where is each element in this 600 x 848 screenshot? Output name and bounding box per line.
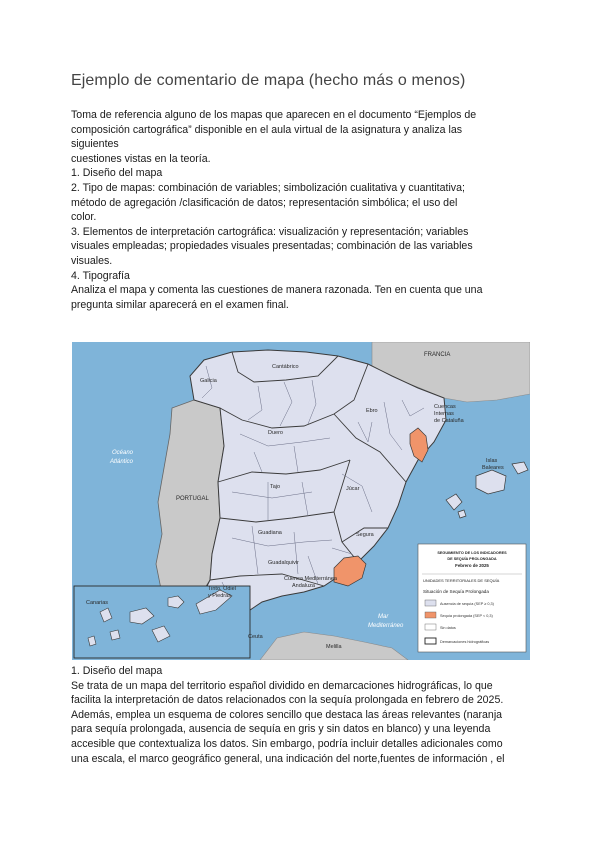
section-line: Además, emplea un esquema de colores sencillo que destaca las áreas relevantes (naranja xyxy=(71,708,503,721)
legend-item-no-data: Sin datos xyxy=(440,626,456,630)
label-cantabrico: Cantábrico xyxy=(272,364,299,370)
intro-line: siguientes xyxy=(71,138,119,151)
intro-line: método de agregación /clasificación de datos; representación simbólica; el uso del xyxy=(71,196,458,209)
document-title: Ejemplo de comentario de mapa (hecho más o menos) xyxy=(71,72,466,89)
intro-line: Toma de referencia alguno de los mapas que aparecen en el documento “Ejemplos de xyxy=(71,109,477,121)
label-ebro: Ebro xyxy=(366,408,378,414)
intro-item-4: 4. Tipografía xyxy=(71,269,130,282)
section-line: facilita la interpretación de datos relacionados con la sequía prolongada en febrero de 2025. xyxy=(71,694,504,707)
section-line: una escala, el marco geográfico general, una indicación del norte,fuentes de información , el xyxy=(71,752,505,765)
section-line: Se trata de un mapa del territorio español dividido en demarcaciones hidrográficas, lo que xyxy=(71,679,493,692)
label-tajo: Tajo xyxy=(270,484,281,490)
legend-swatch-demarcation xyxy=(425,638,436,644)
map-legend xyxy=(418,544,526,652)
section-line: para sequía prolongada, ausencia de sequía en gris y sin datos en blanco) y una leyenda xyxy=(71,723,491,736)
label-galicia: Galicia xyxy=(200,378,217,384)
label-guadalquivir: Guadalquivir xyxy=(268,560,299,566)
label-mediterraneo: Mediterráneo xyxy=(368,623,404,629)
legend-swatch-no-data xyxy=(425,624,436,630)
intro-line: Analiza el mapa y comenta las cuestiones de manera razonada. Ten en cuenta que una xyxy=(71,284,483,297)
legend-item-drought: Sequía prolongada (SEP < 0,3) xyxy=(440,614,493,618)
label-islas: Islas xyxy=(486,458,498,464)
label-mar: Mar xyxy=(378,614,389,620)
label-melilla: Melilla xyxy=(326,644,342,650)
label-atlantic: Atlántico xyxy=(110,459,134,465)
label-duero: Duero xyxy=(268,430,283,436)
intro-item-2: 2. Tipo de mapas: combinación de variables; simbolización cualitativa y cuantitativa; xyxy=(71,181,465,194)
legend-swatch-no-drought xyxy=(425,600,436,606)
section-line: accesible que contextualiza los datos. Sin embargo, podría incluir detalles adicionales como xyxy=(71,737,503,750)
label-ocean: Océano xyxy=(112,450,134,456)
label-baleares: Baleares xyxy=(482,465,504,471)
label-portugal: PORTUGAL xyxy=(176,496,209,502)
legend-title-3: Febrero de 2025 xyxy=(455,563,489,568)
label-cuencas: Cuencas xyxy=(434,404,456,410)
drought-map-figure xyxy=(72,342,530,660)
intro-item-1: 1. Diseño del mapa xyxy=(71,167,163,180)
label-canarias: Canarias xyxy=(86,600,109,606)
section-heading: 1. Diseño del mapa xyxy=(71,665,163,677)
label-cataluna: de Cataluña xyxy=(434,418,464,424)
intro-item-3: 3. Elementos de interpretación cartográfica: visualización y representación; variables xyxy=(71,225,469,238)
label-y-piedras: y Piedras xyxy=(208,593,231,599)
intro-line: cuestiones vistas en la teoría. xyxy=(71,152,211,165)
legend-title-2: DE SEQUÍA PROLONGADA xyxy=(447,557,497,561)
drought-map-svg xyxy=(72,342,530,660)
intro-line: visuales empleadas; propiedades visuales presentadas; combinación de las variables xyxy=(71,240,473,253)
intro-line: composición cartográfica” disponible en el aula virtual de la asignatura y analiza las xyxy=(71,123,463,136)
intro-line: color. xyxy=(71,211,97,224)
legend-section-1: UNIDADES TERRITORIALES DE SEQUÍA xyxy=(423,578,500,583)
legend-title-1: SEGUIMIENTO DE LOS INDICADORES xyxy=(437,551,507,555)
intro-line: pregunta similar aparecerá en el examen final. xyxy=(71,298,289,311)
section-1-text xyxy=(71,664,531,766)
intro-paragraph xyxy=(71,108,531,312)
legend-item-no-drought: Ausencia de sequía (SEP ≥ 0,3) xyxy=(440,602,494,606)
intro-line: visuales. xyxy=(71,254,113,267)
label-guadiana: Guadiana xyxy=(258,530,282,536)
label-jucar: Júcar xyxy=(346,486,360,492)
label-cuenca-med: Cuenca Mediterránea xyxy=(284,576,337,582)
legend-section-2: Situación de Sequía Prolongada xyxy=(423,589,489,594)
label-tinto: Tinto, Odiel xyxy=(208,586,236,592)
label-ceuta: Ceuta xyxy=(248,634,263,640)
label-internas: Internas xyxy=(434,411,454,417)
legend-swatch-drought xyxy=(425,612,436,618)
legend-item-demarcation: Demarcaciones hidrográficas xyxy=(440,640,490,644)
label-francia: FRANCIA xyxy=(424,352,451,358)
label-segura: Segura xyxy=(356,532,374,538)
label-andaluza: Andaluza xyxy=(292,583,315,589)
